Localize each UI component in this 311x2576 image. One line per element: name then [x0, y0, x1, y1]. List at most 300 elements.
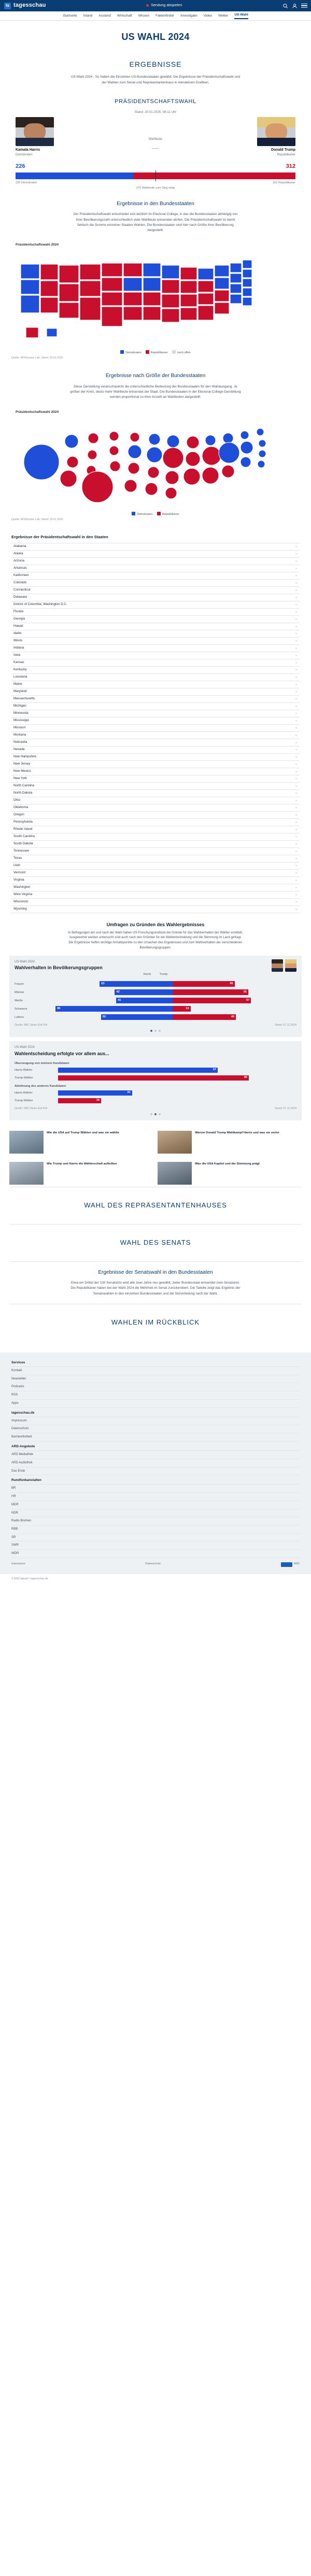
electoral-count-dem: 226	[16, 163, 25, 169]
chevron-down-icon: ⌄	[294, 813, 298, 816]
state-row[interactable]	[11, 732, 300, 739]
chevron-down-icon: ⌄	[294, 776, 298, 780]
chart1-bar-trump	[173, 998, 251, 1003]
retrospective-cta[interactable]: WAHLEN IM RÜCKBLICK	[111, 1318, 200, 1326]
state-row[interactable]	[11, 812, 300, 819]
electoral-label: Wahlleute	[148, 137, 163, 141]
state-row[interactable]	[11, 623, 300, 630]
teaser-3-thumb	[9, 1162, 44, 1185]
state-row[interactable]	[11, 609, 300, 616]
nav-item-us-wahl[interactable]: US-Wahl	[234, 12, 248, 19]
senate-election-cta[interactable]: WAHL DES SENATS	[120, 1238, 191, 1246]
candidate-vs	[57, 137, 254, 157]
state-row-label: West Virginia	[13, 892, 33, 896]
state-row-label: New York	[13, 776, 27, 780]
footer-link[interactable]: RSS	[11, 1391, 300, 1400]
candidate-harris-photo	[16, 117, 54, 146]
hamburger-icon[interactable]	[301, 3, 307, 9]
bubble-map-legend	[0, 510, 311, 516]
state-row[interactable]	[11, 768, 300, 775]
footer-link[interactable]: WDR	[11, 1550, 300, 1558]
chevron-down-icon: ⌄	[294, 755, 298, 758]
chart1-row-label: Latinos	[15, 1015, 24, 1019]
chevron-down-icon: ⌄	[294, 566, 298, 570]
chevron-down-icon: ⌄	[294, 581, 298, 584]
state-row[interactable]	[11, 848, 300, 855]
chart1-source: Quelle: NBC News Exit Poll	[15, 1024, 48, 1027]
state-row-label: Minnesota	[13, 711, 29, 715]
chart2-note: Stand: 07.11.2024	[274, 1107, 296, 1111]
state-row-label: South Dakota	[13, 841, 33, 845]
footer-link-datenschutz[interactable]: Datenschutz	[145, 1562, 161, 1566]
state-row-label: District of Columbia, Washington D.C.	[13, 602, 67, 606]
state-row[interactable]	[11, 833, 300, 841]
state-row-label: Kentucky	[13, 667, 27, 671]
state-row-label: Wyoming	[13, 906, 27, 911]
state-results-accordion	[11, 543, 300, 913]
state-row-label: Mississippi	[13, 718, 29, 722]
chevron-down-icon: ⌄	[294, 595, 298, 599]
footer-link[interactable]: Das Erste	[11, 1467, 300, 1476]
chart2-row-label: Trump-Wähler	[15, 1099, 33, 1103]
state-row-label: Florida	[13, 609, 23, 613]
chevron-down-icon: ⌄	[294, 864, 298, 867]
state-row[interactable]	[11, 543, 300, 551]
footer-link[interactable]: MDR	[11, 1501, 300, 1509]
chip-harris	[272, 959, 283, 972]
state-row[interactable]	[11, 775, 300, 783]
teaser-3[interactable]	[9, 1162, 153, 1185]
state-row-label: Nebraska	[13, 740, 27, 744]
candidate-trump-photo	[257, 117, 295, 146]
state-row-label: Pennsylvania	[13, 819, 33, 824]
state-row[interactable]	[11, 572, 300, 580]
candidate-harris-party: Demokraten	[16, 153, 33, 156]
state-row-label: Kansas	[13, 660, 24, 664]
state-row[interactable]	[11, 616, 300, 623]
chevron-down-icon: ⌄	[294, 747, 298, 751]
chevron-down-icon: ⌄	[294, 624, 298, 628]
chevron-down-icon: ⌄	[294, 711, 298, 715]
teaser-2[interactable]	[158, 1131, 302, 1154]
chevron-down-icon: ⌄	[294, 834, 298, 838]
chart1-value-harris: 85	[57, 1007, 61, 1011]
teaser-4[interactable]	[158, 1162, 302, 1185]
state-row-label: New Jersey	[13, 761, 31, 766]
chart2-group-heading: Überzeugung von meinem Kandidaten	[15, 1061, 69, 1065]
states-map-text: Der Präsidentschaftswahl entscheidet sich letztlich im Electoral College, in das die Bundesstaaten abhängig von ihrer Bevölkerungszahl unterschiedlich viele Wahlleute entsenden dürfen. Die Präsidentschaftswahl ist damit faktisch die Summe einzelner Staaten-Wahlen. Die Bundesstaaten sind hier nach Größe ihrer Bevölkerung dargestellt.	[73, 212, 238, 233]
chevron-down-icon: ⌄	[294, 617, 298, 621]
footer-column-title: ARD-Angebote	[11, 1442, 300, 1451]
state-row-label: North Dakota	[13, 790, 33, 795]
user-icon[interactable]	[292, 3, 298, 9]
chart1-bar-harris	[55, 1006, 173, 1012]
electoral-majority-label: 270 Wahlleute zum Sieg nötig	[136, 186, 175, 190]
chart1-bar-harris	[115, 989, 173, 995]
chart1-row	[15, 989, 296, 996]
footer-link[interactable]: NDR	[11, 1509, 300, 1518]
candidate-trump	[257, 117, 295, 157]
state-row[interactable]	[11, 884, 300, 891]
chart2-row	[15, 1067, 296, 1073]
state-row[interactable]	[11, 594, 300, 601]
state-row[interactable]	[11, 804, 300, 812]
chevron-down-icon: ⌄	[294, 885, 298, 889]
chart2-row	[15, 1098, 296, 1104]
state-row-label: Montana	[13, 732, 26, 737]
chart-card-motivation	[9, 1041, 302, 1120]
chart2-kicker: US-Wahl 2024	[15, 1045, 35, 1049]
state-row-label: Texas	[13, 856, 22, 860]
chevron-down-icon: ⌄	[294, 805, 298, 809]
state-row[interactable]	[11, 645, 300, 652]
nav-item-wissen[interactable]: Wissen	[138, 13, 150, 18]
ard-logo[interactable]	[281, 1562, 300, 1567]
footer-column-title: tagesschau.de	[11, 1408, 300, 1417]
chart1-row-label: Männer	[15, 990, 24, 994]
state-row-label: Ohio	[13, 798, 21, 802]
bubble-legend-dem	[132, 512, 152, 516]
chart2-source: Quelle: NBC News Exit Poll	[15, 1107, 48, 1111]
state-row-label: Tennessee	[13, 848, 29, 853]
footer-link[interactable]: HR	[11, 1493, 300, 1501]
chevron-down-icon: ⌄	[294, 820, 298, 824]
state-row[interactable]	[11, 681, 300, 688]
chart1-row	[15, 997, 296, 1004]
chevron-down-icon: ⌄	[294, 552, 298, 555]
teaser-4-text	[195, 1162, 260, 1185]
nav-item-wetter[interactable]: Wetter	[218, 13, 229, 18]
state-row[interactable]	[11, 790, 300, 797]
chevron-down-icon: ⌄	[294, 639, 298, 642]
state-row-label: Utah	[13, 863, 21, 867]
state-row-label: Massachusetts	[13, 696, 35, 700]
legend-label-open: noch offen	[177, 351, 191, 354]
us-states-map[interactable]	[9, 250, 302, 348]
chart2-bar	[58, 1098, 101, 1103]
states-map-label: Präsidentschaftswahl 2024	[16, 243, 59, 247]
footer-columns	[11, 1358, 300, 1558]
bubble-legend-rep	[157, 512, 179, 516]
electoral-bar	[16, 172, 295, 179]
chart2-bar	[58, 1090, 132, 1096]
bubble-legend-label-rep: Republikaner	[162, 513, 179, 516]
teaser-1[interactable]	[9, 1131, 153, 1154]
footer-link[interactable]: SWR	[11, 1542, 300, 1550]
chevron-down-icon: ⌄	[294, 697, 298, 700]
chevron-down-icon: ⌄	[294, 842, 298, 845]
chip-trump	[285, 959, 296, 972]
bubble-map-text: Diese Darstellung veranschaulicht die unterschiedliche Bedeutung der Bundesstaaten für den Wahlausgang. Je größer der Kreis, desto mehr Wahlleute entsendet der Staat. Die Bundesstaaten in der Electoral-College-Darstellung werden proportional zu ihrer Anzahl an Wahlleuten dargestellt.	[70, 384, 241, 399]
state-row-label: New Mexico	[13, 769, 31, 773]
state-row-label: Rhode Island	[13, 827, 33, 831]
footer-link[interactable]: Apps	[11, 1400, 300, 1408]
state-row[interactable]	[11, 580, 300, 587]
state-results-title: Ergebnisse der Präsidentschaftswahl in den Staaten	[11, 534, 108, 539]
footer-link[interactable]: ARD Mediathek	[11, 1451, 300, 1459]
legend-label-dem: Demokraten	[125, 351, 142, 354]
state-row-label: North Carolina	[13, 783, 34, 787]
chevron-down-icon: ⌄	[294, 602, 298, 606]
chevron-down-icon: ⌄	[294, 900, 298, 903]
chart1-value-trump: 55	[243, 990, 247, 994]
state-row-label: Illinois	[13, 638, 23, 642]
footer-link-impressum[interactable]: Impressum	[11, 1562, 25, 1566]
state-row-label: Alabama	[13, 544, 26, 548]
chevron-down-icon: ⌄	[294, 573, 298, 577]
footer-column-title: Rundfunkanstalten	[11, 1475, 300, 1485]
footer-link[interactable]: Barrierefreiheit	[11, 1433, 300, 1442]
footer-link[interactable]: Podcasts	[11, 1383, 300, 1391]
footer-link[interactable]: Radio Bremen	[11, 1517, 300, 1526]
state-row-label: New Hampshire	[13, 754, 37, 758]
chart2-value: 31	[127, 1091, 131, 1095]
chart2-value: 18	[96, 1099, 100, 1102]
state-row[interactable]	[11, 739, 300, 746]
chevron-down-icon: ⌄	[294, 653, 298, 657]
state-row[interactable]	[11, 587, 300, 594]
site-footer	[0, 1352, 311, 1574]
state-row[interactable]	[11, 870, 300, 877]
states-map-source: Quelle: AP/Election Lab, Stand: 20.01.2025	[11, 356, 63, 359]
state-row[interactable]	[11, 638, 300, 645]
chevron-down-icon: ⌄	[294, 718, 298, 722]
candidate-harris	[16, 117, 54, 157]
state-row[interactable]	[11, 565, 300, 572]
nav-item-startseite[interactable]: Startseite	[63, 13, 77, 18]
states-map-legend	[0, 348, 311, 355]
chevron-down-icon: ⌄	[294, 871, 298, 874]
state-row-label: Missouri	[13, 725, 26, 729]
state-row[interactable]	[11, 826, 300, 833]
legend-item-rep	[146, 350, 168, 355]
state-row[interactable]	[11, 754, 300, 761]
presidential-block	[0, 107, 311, 157]
chart1-row	[15, 1014, 296, 1020]
state-row[interactable]	[11, 819, 300, 826]
electoral-bar-block	[0, 157, 311, 193]
teaser-2-thumb	[158, 1131, 192, 1154]
search-icon[interactable]	[282, 3, 288, 9]
state-row[interactable]	[11, 746, 300, 754]
chart1-value-harris: 53	[101, 982, 105, 986]
chart2-row-label: Harris-Wähler	[15, 1069, 33, 1072]
state-row[interactable]	[11, 862, 300, 870]
state-row[interactable]	[11, 696, 300, 703]
chart1-title: Wahlverhalten in Bevölkerungsgruppen	[15, 965, 103, 971]
footer-link[interactable]: Datenschutz	[11, 1425, 300, 1433]
state-row-label: Michigan	[13, 703, 26, 708]
chevron-down-icon: ⌄	[294, 791, 298, 795]
house-election-cta[interactable]: WAHL DES REPRÄSENTANTENHAUSES	[84, 1201, 227, 1210]
chevron-down-icon: ⌄	[294, 689, 298, 693]
presidential-title: PRÄSIDENTSCHAFTSWAHL	[115, 98, 196, 105]
chevron-down-icon: ⌄	[294, 646, 298, 650]
teaser-1-headline: Wie die USA auf Trump Wählen und was sie wählte	[47, 1131, 119, 1135]
state-row-label: Louisiana	[13, 674, 27, 679]
chart1-row	[15, 981, 296, 987]
chart2-title: Wahlentscheidung erfolgte vor allem aus...	[15, 1050, 109, 1056]
state-row-label: Kalifornien	[13, 573, 29, 577]
ard-label: ARD	[293, 1562, 300, 1566]
site-header	[0, 0, 311, 11]
chevron-down-icon: ⌄	[294, 631, 298, 635]
state-row-label: Colorado	[13, 580, 27, 584]
vs-separator: —	[152, 143, 159, 152]
chart1-name-left: Harris	[143, 973, 151, 976]
state-row[interactable]	[11, 855, 300, 862]
chevron-down-icon: ⌄	[294, 668, 298, 671]
state-row-label: Maryland	[13, 689, 27, 693]
results-intro: US-Wahl 2024 - So haben die Einzelnen US-Bundesstaaten gewählt: Die Ergebnisse der Präsidentschaftswahl und der Wahlen zum Senat und Repräsentantenhaus in interaktiven Grafiken.	[70, 75, 241, 84]
chevron-down-icon: ⌄	[294, 726, 298, 729]
teaser-2-headline: Warum Donald Trump Wahlkampf Harris und was sie verlor	[195, 1131, 279, 1135]
electoral-count-rep: 312	[286, 163, 295, 169]
tagesschau-logo-icon	[4, 3, 11, 9]
chart1-row-label: Frauen	[15, 982, 24, 986]
state-row[interactable]	[11, 891, 300, 899]
footer-link[interactable]: Newsletter	[11, 1375, 300, 1384]
chart1-note: Stand: 07.11.2024	[274, 1024, 296, 1027]
state-row-label: Arizona	[13, 558, 24, 563]
nav-item-investigativ[interactable]: Investigativ	[180, 13, 197, 18]
chart2-pagination[interactable]	[15, 1111, 296, 1115]
chart1-pagination[interactable]	[15, 1028, 296, 1032]
state-row[interactable]	[11, 783, 300, 790]
presidential-status: Stand: 20.01.2025, 08:11 Uhr	[134, 110, 177, 114]
legend-item-dem	[120, 350, 141, 355]
state-row-label: Hawaii	[13, 624, 23, 628]
state-row-label: Arkansas	[13, 566, 27, 570]
chart1-bar-trump	[173, 1014, 236, 1020]
state-row-label: Washington	[13, 885, 31, 889]
chart1-candidate-chips	[272, 959, 296, 972]
chevron-down-icon: ⌄	[294, 878, 298, 882]
state-row[interactable]	[11, 630, 300, 638]
state-row[interactable]	[11, 797, 300, 804]
chevron-down-icon: ⌄	[294, 856, 298, 860]
nav-item-video[interactable]: Video	[203, 13, 213, 18]
main-navigation	[0, 11, 311, 21]
brand[interactable]	[4, 2, 46, 10]
chart1-bar-harris	[100, 981, 173, 987]
chart1-bars	[15, 981, 296, 1020]
state-row[interactable]	[11, 674, 300, 681]
legend-label-rep: Republikaner	[150, 351, 168, 354]
chevron-down-icon: ⌄	[294, 544, 298, 548]
bubble-map-source: Quelle: AP/Election Lab, Stand: 20.01.2025	[11, 518, 63, 522]
chart1-value-harris: 42	[116, 990, 120, 994]
teaser-4-headline: Was die USA Kapitol und die Stimmung prägt	[195, 1162, 260, 1166]
brand-name: tagesschau	[13, 2, 46, 9]
copyright: © ARD-aktuell / tagesschau.de	[11, 1577, 48, 1580]
nav-item-faktenfinder[interactable]: Faktenfinder	[156, 13, 175, 18]
chevron-down-icon: ⌄	[294, 827, 298, 831]
state-row[interactable]	[11, 688, 300, 696]
state-row[interactable]	[11, 710, 300, 717]
chevron-down-icon: ⌄	[294, 610, 298, 613]
results-heading: ERGEBNISSE	[129, 60, 182, 69]
state-row-label: South Carolina	[13, 834, 35, 838]
state-row[interactable]	[11, 899, 300, 906]
chart2-bar	[58, 1075, 249, 1081]
state-row[interactable]	[11, 906, 300, 913]
chevron-down-icon: ⌄	[294, 849, 298, 853]
nav-item-inland[interactable]: Inland	[83, 13, 93, 18]
state-row-label: Virginia	[13, 877, 24, 882]
senate-block-text: Etwa ein Drittel der 100 Senatsitze wird alle zwei Jahre neu gewählt. Jeder Bundesstaat entsendet zwei Senatoren. Die Republikaner haben bei der Wahl 2024 die Mehrheit im Senat zurückerobert. Die Tabelle zeigt das Ergebnis der Senatswahlen in den einzelnen Bundesstaaten und die Sitzverteilung nach der Wahl.	[70, 1281, 241, 1296]
state-row-label: Delaware	[13, 595, 27, 599]
footer-link[interactable]: Kontakt	[11, 1367, 300, 1375]
page-title: US WAHL 2024	[121, 32, 190, 42]
nav-item-ausland[interactable]: Ausland	[98, 13, 111, 18]
chevron-down-icon: ⌄	[294, 682, 298, 686]
footer-link[interactable]: ARD Audiothek	[11, 1459, 300, 1467]
state-row[interactable]	[11, 551, 300, 558]
state-row[interactable]	[11, 761, 300, 768]
nav-item-wirtschaft[interactable]: Wirtschaft	[117, 13, 132, 18]
chart1-bar-harris	[116, 998, 173, 1003]
chevron-down-icon: ⌄	[294, 762, 298, 766]
candidate-trump-name: Donald Trump	[271, 148, 295, 152]
state-row[interactable]	[11, 725, 300, 732]
teaser-row-1	[0, 1125, 311, 1156]
state-row-label: Maine	[13, 682, 22, 686]
footer-link[interactable]: SR	[11, 1534, 300, 1542]
state-row[interactable]	[11, 652, 300, 659]
chart1-row	[15, 1005, 296, 1012]
chart1-bar-trump	[173, 981, 235, 987]
electoral-bar-label-dem: 226 Demokraten	[16, 181, 37, 184]
state-row[interactable]	[11, 877, 300, 884]
surveys-text: In Befragungen am und nach der Wahl haben US-Forschungsinstitute die Gründe für das Wahlverhalten der Wähler ermittelt. Ausgewertet werden untersucht sind auch nach den Gründen für die Wahlentscheidung und die Stimmung im Land gefragt. Die Ergebnisse helfen wichtige Anhaltspunkte zu den Ursachen des Ergebnisses und zum Wahlverhalten der verschiedenen Bevölkerungsgruppen.	[68, 930, 243, 949]
live-dot-icon	[146, 4, 149, 7]
chevron-down-icon: ⌄	[294, 784, 298, 787]
footer-link[interactable]: RBB	[11, 1526, 300, 1534]
teaser-3-headline: Wie Trump und Harris die Wählerschaft aufteilten	[47, 1162, 117, 1166]
footer-link[interactable]: BR	[11, 1485, 300, 1493]
chart1-name-right: Trump	[159, 973, 168, 976]
chevron-down-icon: ⌄	[294, 704, 298, 708]
footer-link[interactable]: Impressum	[11, 1417, 300, 1426]
state-row-label: Iowa	[13, 653, 21, 657]
state-row-label: Indiana	[13, 645, 24, 650]
state-row[interactable]	[11, 601, 300, 609]
us-bubble-map[interactable]	[9, 416, 302, 510]
state-row[interactable]	[11, 667, 300, 674]
state-row-label: Nevada	[13, 747, 25, 751]
state-row[interactable]	[11, 659, 300, 667]
chart1-bar-trump	[173, 989, 248, 995]
teaser-1-thumb	[9, 1131, 44, 1154]
chart2-row	[15, 1090, 296, 1096]
state-row[interactable]	[11, 703, 300, 710]
footer-column-title: Services	[11, 1358, 300, 1367]
state-row[interactable]	[11, 717, 300, 725]
teaser-2-text	[195, 1131, 279, 1154]
state-row-label: Oklahoma	[13, 805, 29, 809]
candidate-harris-name: Kamala Harris	[16, 148, 40, 152]
live-player-button[interactable]	[146, 3, 182, 8]
chart2-row-label: Trump-Wähler	[15, 1076, 33, 1080]
chart2-group-heading: Ablehnung des anderen Kandidaten	[15, 1085, 66, 1088]
chart1-bar-harris	[101, 1014, 173, 1020]
state-row[interactable]	[11, 841, 300, 848]
state-row-label: Idaho	[13, 631, 22, 635]
chevron-down-icon: ⌄	[294, 588, 298, 592]
chart1-value-trump: 13	[186, 1007, 189, 1011]
state-row[interactable]	[11, 558, 300, 565]
